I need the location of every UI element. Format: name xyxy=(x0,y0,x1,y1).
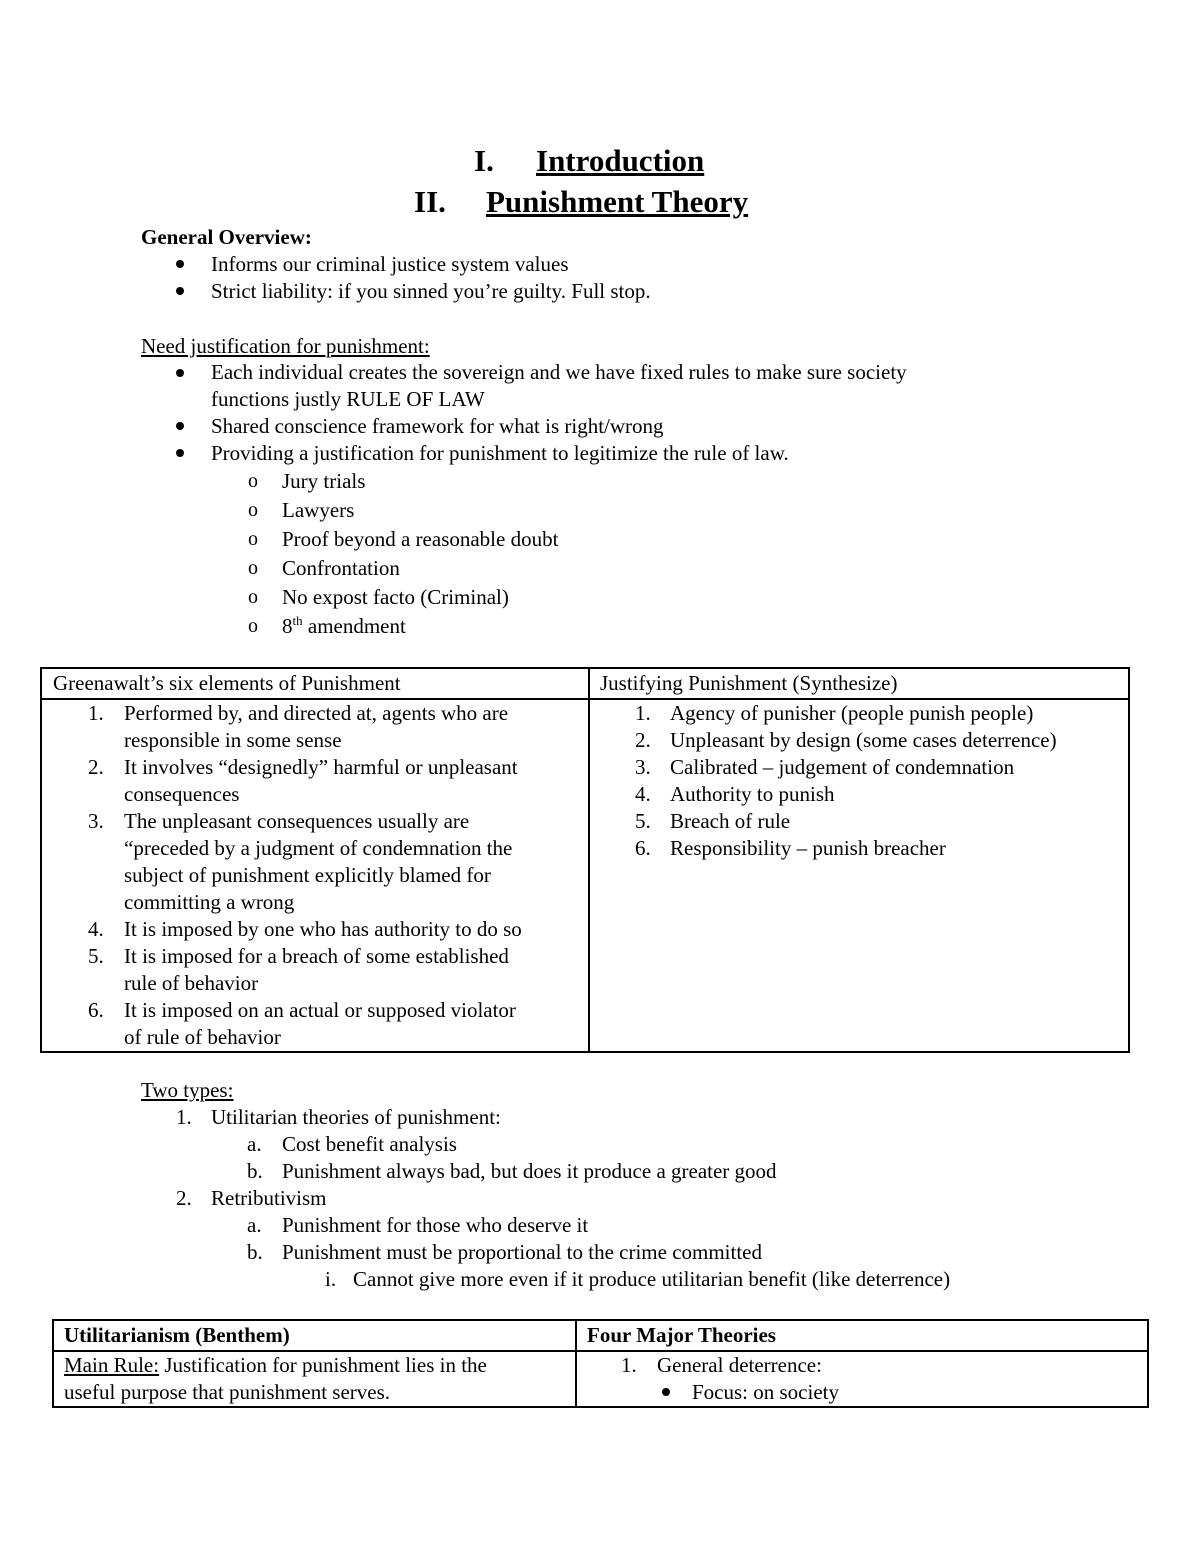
list-number: 1. xyxy=(88,701,104,725)
greenawalt-element xyxy=(42,808,588,916)
table-header-cell xyxy=(589,668,1129,699)
heading-text: Introduction xyxy=(536,143,705,178)
sub-list-item: Punishment for those who deserve it xyxy=(282,1213,589,1237)
list-number: 5. xyxy=(635,809,651,833)
sub-bullet-icon: o xyxy=(248,615,258,637)
greenawalt-element xyxy=(42,754,588,808)
justification-label: Need justification for punishment: xyxy=(141,334,430,358)
sub-bullet-icon: o xyxy=(248,499,258,521)
sub-list-letter: b. xyxy=(247,1240,263,1264)
greenawalt-element xyxy=(42,943,588,997)
justifying-element xyxy=(590,700,1128,727)
sub-bullet-icon: o xyxy=(248,557,258,579)
sub-list-item: Lawyers xyxy=(282,498,355,522)
sub-list-item: Punishment must be proportional to the crime committed xyxy=(282,1240,763,1264)
four-theories-list xyxy=(577,1352,1147,1406)
sub-list-item: No expost facto (Criminal) xyxy=(282,585,509,609)
list-number: 3. xyxy=(88,809,104,833)
bullet-icon xyxy=(176,287,184,295)
bullet-icon xyxy=(662,1388,670,1396)
bullet-icon xyxy=(176,260,184,268)
main-rule-label: Main Rule: xyxy=(64,1353,160,1377)
list-number: 6. xyxy=(635,836,651,860)
utilitarianism-table xyxy=(52,1319,1149,1408)
list-item: Utilitarian theories of punishment: xyxy=(211,1105,501,1129)
amendment-number: 8 xyxy=(282,614,293,638)
list-number: 4. xyxy=(88,917,104,941)
heading-text: Punishment Theory xyxy=(486,184,749,219)
two-types-label: Two types: xyxy=(141,1078,234,1102)
list-item-text: It is imposed on an actual or supposed violator xyxy=(124,998,516,1022)
list-number: 5. xyxy=(88,944,104,968)
list-number: 1. xyxy=(635,701,651,725)
list-item-text: It involves “designedly” harmful or unpleasant xyxy=(124,755,518,779)
sub-sub-list-item: Cannot give more even if it produce utilitarian benefit (like deterrence) xyxy=(353,1267,951,1291)
sub-list-item: Cost benefit analysis xyxy=(282,1132,457,1156)
table-cell xyxy=(53,1351,576,1407)
justifying-element xyxy=(590,754,1128,781)
list-item: Strict liability: if you sinned you’re guilty. Full stop. xyxy=(211,279,651,303)
amendment-ordinal-suffix: th xyxy=(292,613,303,628)
general-overview-label: General Overview: xyxy=(141,225,312,249)
list-item-continuation: “preceded by a judgment of condemnation the xyxy=(124,836,513,860)
list-number: 6. xyxy=(88,998,104,1022)
list-item: General deterrence: xyxy=(657,1353,822,1377)
list-item-text: Performed by, and directed at, agents who are xyxy=(124,701,509,725)
list-number: 1. xyxy=(176,1105,192,1129)
list-number: 2. xyxy=(635,728,651,752)
heading-number: II. xyxy=(414,184,446,219)
list-item: Each individual creates the sovereign and we have fixed rules to make sure society xyxy=(211,360,907,384)
list-item: Retributivism xyxy=(211,1186,327,1210)
list-item-text: Unpleasant by design (some cases deterrence) xyxy=(670,728,1057,752)
list-item: Informs our criminal justice system values xyxy=(211,252,569,276)
sub-list-item: Jury trials xyxy=(282,469,366,493)
heading-number: I. xyxy=(474,143,494,178)
table-header: Justifying Punishment (Synthesize) xyxy=(600,671,898,695)
main-rule-text-continuation: useful purpose that punishment serves. xyxy=(64,1380,391,1404)
sub-bullet-icon: o xyxy=(248,586,258,608)
table-header-cell xyxy=(53,1320,576,1351)
list-item-continuation: subject of punishment explicitly blamed for xyxy=(124,863,491,887)
main-rule-text: Justification for punishment lies in the xyxy=(159,1353,487,1377)
list-item-continuation: rule of behavior xyxy=(124,971,259,995)
justifying-element xyxy=(590,727,1128,754)
list-item: Shared conscience framework for what is right/wrong xyxy=(211,414,664,438)
list-item-continuation: functions justly RULE OF LAW xyxy=(211,387,485,411)
bullet-icon xyxy=(176,449,184,457)
table-header-cell xyxy=(576,1320,1148,1351)
main-rule xyxy=(54,1352,575,1406)
list-item: Providing a justification for punishment to legitimize the rule of law. xyxy=(211,441,789,465)
bullet-icon xyxy=(176,369,184,377)
list-item-text: Responsibility – punish breacher xyxy=(670,836,946,860)
sub-list-item: Punishment always bad, but does it produce a greater good xyxy=(282,1159,777,1183)
heading-punishment-theory xyxy=(414,182,748,222)
sub-list-letter: a. xyxy=(247,1213,262,1237)
list-item-text: It is imposed by one who has authority to do so xyxy=(124,917,522,941)
list-item-continuation: consequences xyxy=(124,782,240,806)
justifying-element xyxy=(590,781,1128,808)
list-item-text: It is imposed for a breach of some established xyxy=(124,944,509,968)
list-number: 2. xyxy=(88,755,104,779)
greenawalt-elements-list xyxy=(42,700,588,1051)
sub-bullet-icon: o xyxy=(248,528,258,550)
greenawalt-element xyxy=(42,700,588,754)
list-number: 2. xyxy=(176,1186,192,1210)
list-item: Focus: on society xyxy=(692,1380,839,1404)
list-item-continuation: of rule of behavior xyxy=(124,1025,281,1049)
bullet-icon xyxy=(176,422,184,430)
heading-introduction xyxy=(474,141,704,181)
justifying-punishment-list xyxy=(590,700,1128,862)
list-item-text: Authority to punish xyxy=(670,782,835,806)
sub-list-item xyxy=(282,613,406,640)
list-item-text: Calibrated – judgement of condemnation xyxy=(670,755,1015,779)
justifying-element xyxy=(590,808,1128,835)
greenawalt-element xyxy=(42,997,588,1051)
table-header: Four Major Theories xyxy=(587,1323,776,1347)
sub-bullet-icon: o xyxy=(248,470,258,492)
list-number: 3. xyxy=(635,755,651,779)
sub-sub-list-numeral: i. xyxy=(325,1267,337,1291)
greenawalt-table xyxy=(40,667,1130,1053)
sub-list-letter: b. xyxy=(247,1159,263,1183)
table-header: Utilitarianism (Benthem) xyxy=(64,1323,290,1347)
list-item-continuation: committing a wrong xyxy=(124,890,295,914)
amendment-text: amendment xyxy=(302,614,406,638)
table-header: Greenawalt’s six elements of Punishment xyxy=(53,671,401,695)
list-item-text: The unpleasant consequences usually are xyxy=(124,809,470,833)
list-number: 4. xyxy=(635,782,651,806)
list-item-continuation: responsible in some sense xyxy=(124,728,342,752)
table-cell xyxy=(41,699,589,1052)
sub-list-item: Proof beyond a reasonable doubt xyxy=(282,527,559,551)
table-cell xyxy=(576,1351,1148,1407)
greenawalt-element xyxy=(42,916,588,943)
list-item-text: Breach of rule xyxy=(670,809,791,833)
list-item-text: Agency of punisher (people punish people) xyxy=(670,701,1034,725)
table-cell xyxy=(589,699,1129,1052)
sub-list-letter: a. xyxy=(247,1132,262,1156)
justifying-element xyxy=(590,835,1128,862)
sub-list-item: Confrontation xyxy=(282,556,400,580)
table-header-cell xyxy=(41,668,589,699)
list-number: 1. xyxy=(621,1353,637,1377)
